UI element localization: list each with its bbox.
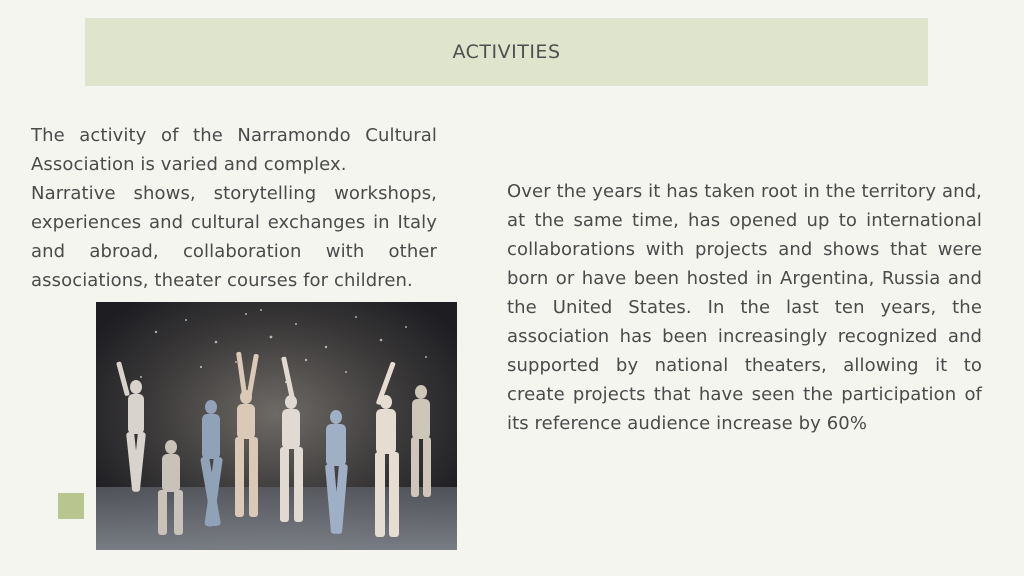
theater-performance-photo <box>96 302 457 550</box>
accent-square <box>58 493 84 519</box>
header-band <box>85 18 928 86</box>
history-paragraph: Over the years it has taken root in the territory and, at the same time, has opened up to international collaborations with projects and shows that were born or have been hosted in Argentina, Russia and the United States. In the last ten years, the association has been increasingly recognized and supported by national theaters, allowing it to create projects that have seen the participation of its reference audience increase by 60% <box>507 181 982 434</box>
intro-paragraph: The activity of the Narramondo Cultural Association is varied and complex. <box>31 125 437 175</box>
left-text-block <box>31 121 437 295</box>
right-text-block <box>507 177 982 438</box>
activities-paragraph: Narrative shows, storytelling workshops, experiences and cultural exchanges in Italy and abroad, collaboration with other associations, theater courses for children. <box>31 183 437 291</box>
page-title: ACTIVITIES <box>452 41 561 63</box>
